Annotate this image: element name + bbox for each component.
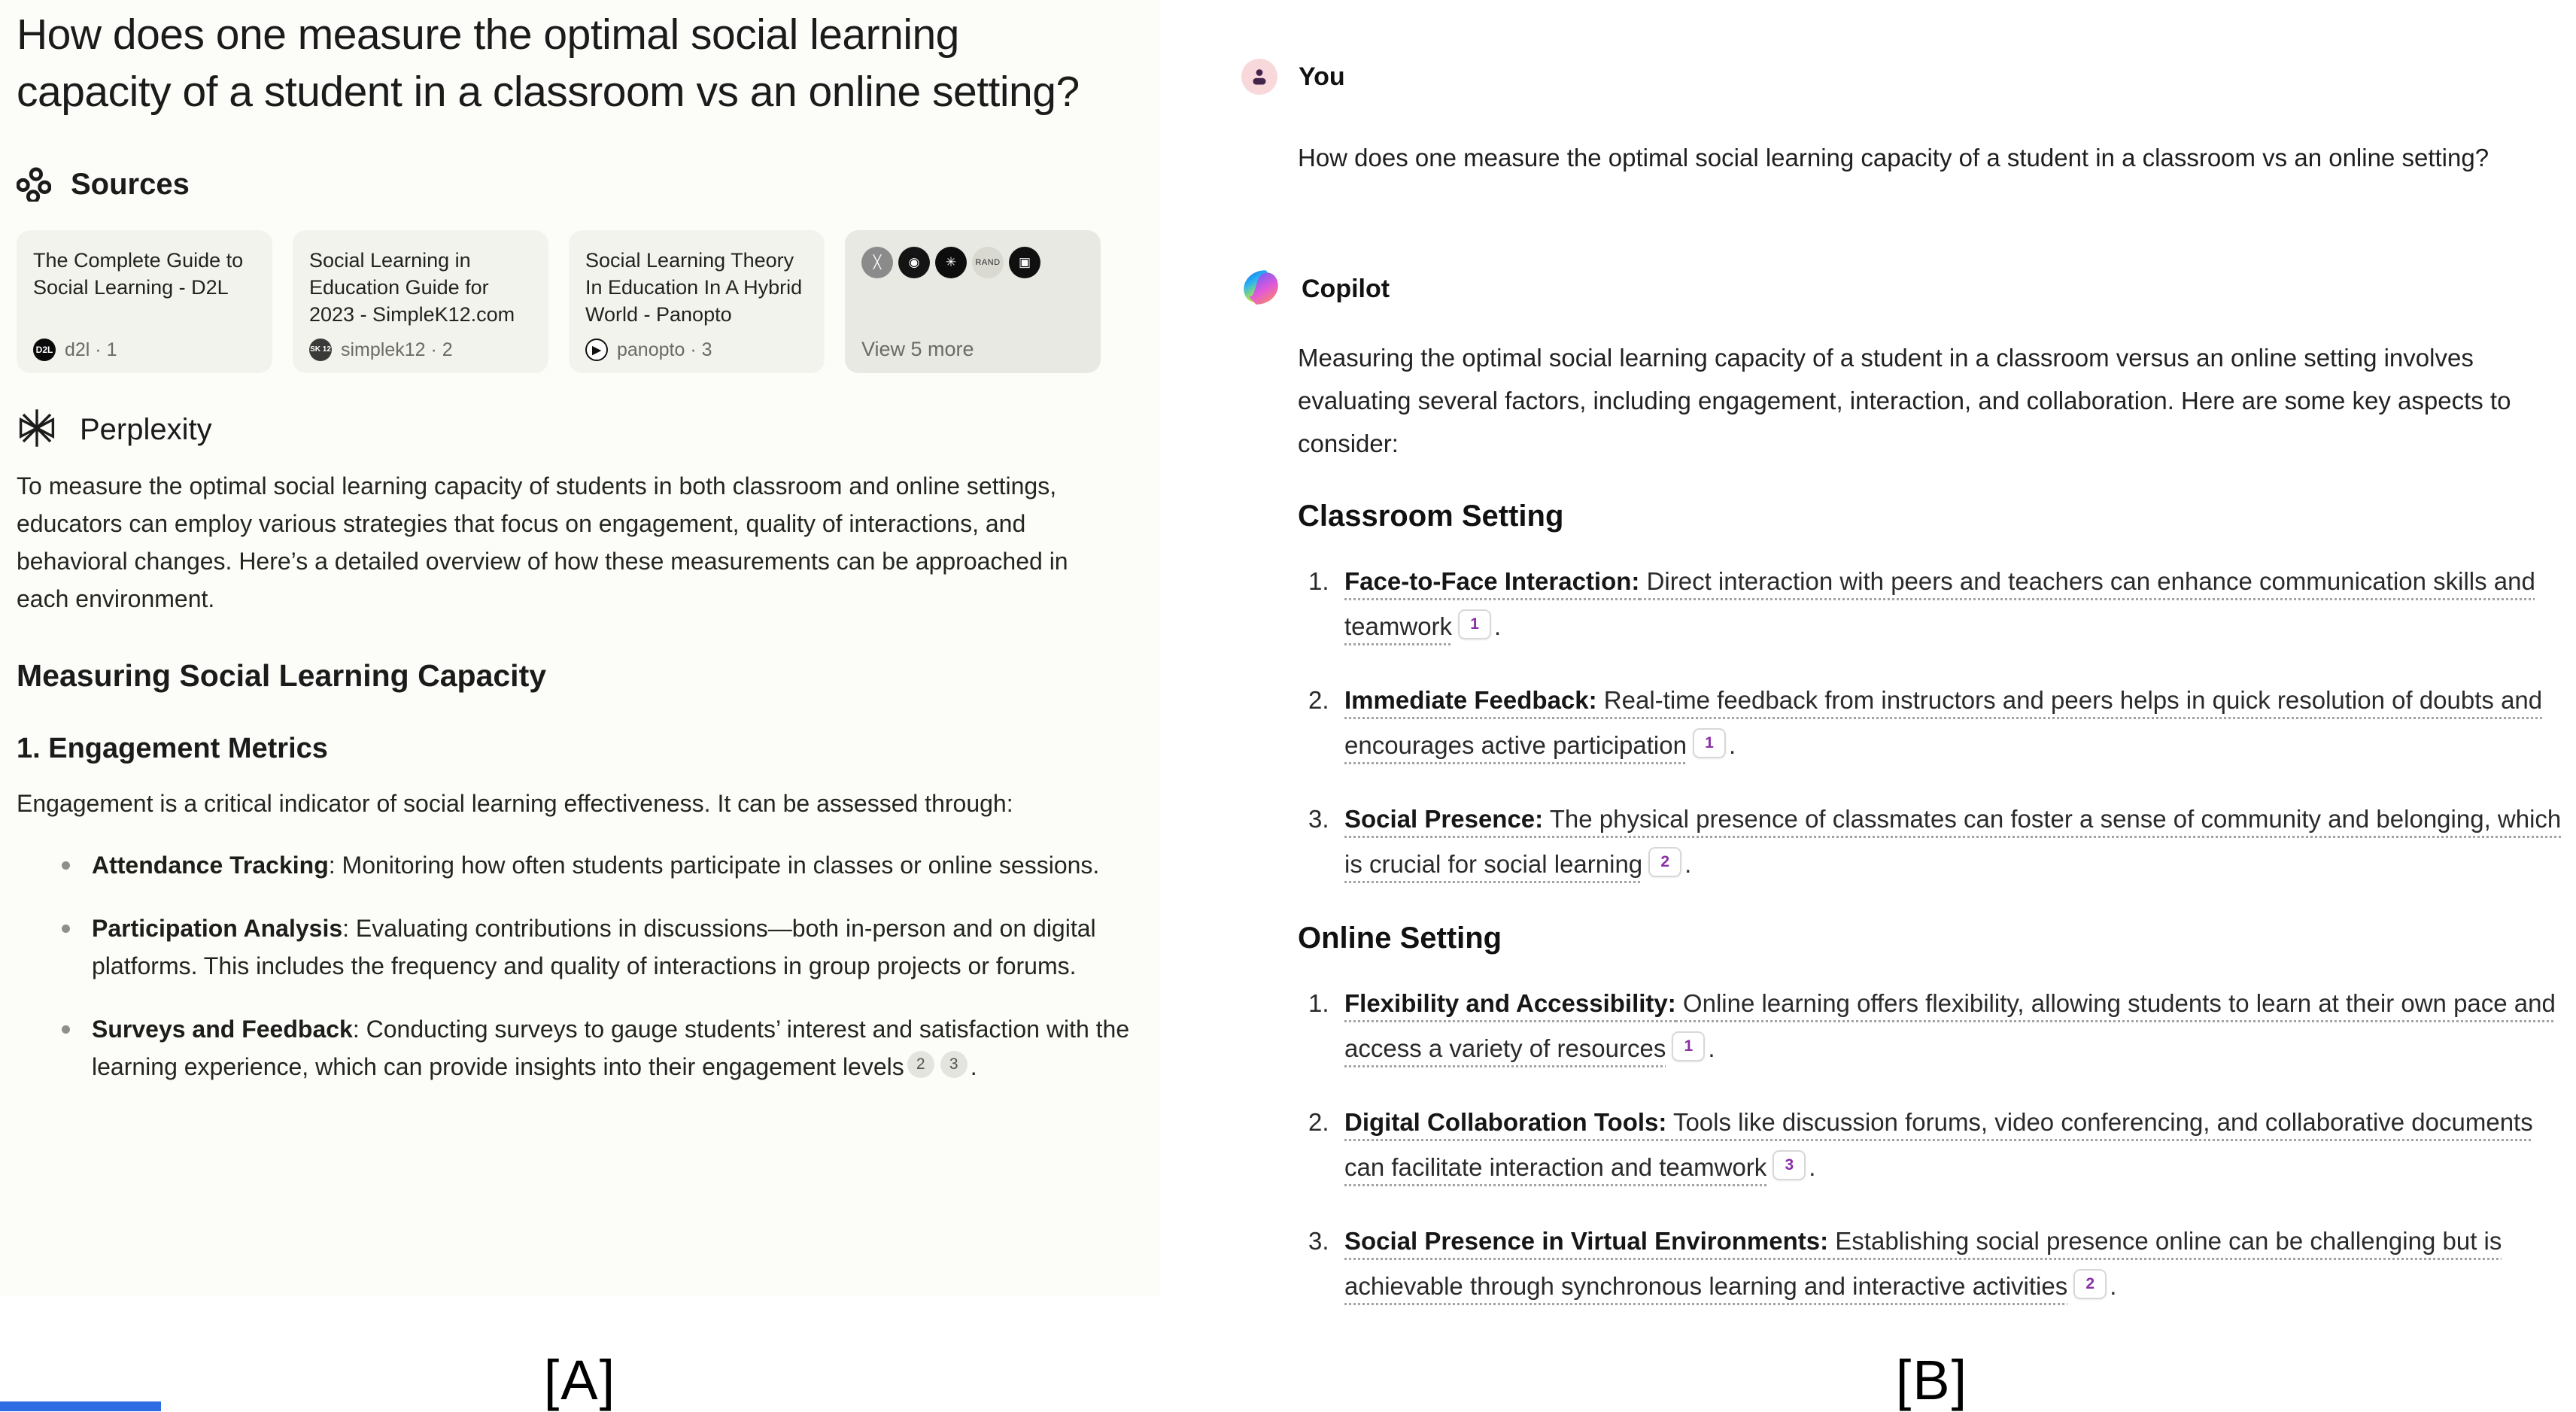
list-item	[17, 909, 1138, 985]
user-avatar	[1241, 59, 1277, 95]
citation-badge[interactable]: 1	[1693, 728, 1726, 758]
item-suffix: .	[2110, 1272, 2117, 1300]
ordered-list	[1298, 559, 2568, 887]
view-more-sources-card[interactable]	[845, 230, 1101, 373]
item-text: The physical presence of classmates can foster a sense of community and belonging, which is crucial for social learning	[1344, 805, 2562, 878]
item-number: 2.	[1308, 686, 1329, 714]
item-number: 1.	[1308, 567, 1329, 595]
d2l-favicon-icon: D2L	[33, 339, 56, 361]
source-card-meta	[585, 339, 712, 361]
source-card[interactable]	[293, 230, 548, 373]
bullet-text: : Evaluating contributions in discussions—both in-person and on digital platforms. This includes the frequency and quality of interactions in group projects or forums.	[92, 915, 1096, 979]
source-card[interactable]	[17, 230, 272, 373]
list-item	[1298, 797, 2568, 887]
item-number: 3.	[1308, 1227, 1329, 1255]
citation-badge[interactable]: 1	[1672, 1031, 1705, 1061]
source-favicon-icon: ▣	[1009, 247, 1040, 278]
view-more-label: View 5 more	[861, 338, 974, 360]
item-lead: Face-to-Face Interaction:	[1344, 567, 1640, 595]
subsection-intro: Engagement is a critical indicator of social learning effectiveness. It can be assessed through:	[17, 790, 1013, 817]
assistant-name: Copilot	[1302, 275, 1390, 303]
list-item	[1298, 1100, 2568, 1190]
copilot-panel	[1235, 0, 2576, 1338]
ordered-list	[1298, 981, 2568, 1309]
figure-label-a: [A]	[543, 1349, 617, 1411]
item-text: Direct interaction with peers and teachers can enhance communication skills and teamwork	[1344, 567, 2535, 640]
item-suffix: .	[1684, 850, 1692, 878]
citation-badge[interactable]: 3	[1773, 1150, 1806, 1180]
citation-badge[interactable]: 2	[2073, 1269, 2107, 1299]
person-icon	[1248, 65, 1271, 88]
subsection-heading: 1. Engagement Metrics	[17, 733, 328, 764]
list-item	[1298, 981, 2568, 1071]
source-favicon-icon: ✳	[935, 247, 967, 278]
bottom-left-blue-bar	[0, 1401, 161, 1411]
bullet-lead: Participation Analysis	[92, 915, 343, 942]
figure-label-b: [B]	[1895, 1349, 1969, 1411]
list-item	[1298, 678, 2568, 768]
item-text: Online learning offers flexibility, allowing students to learn at their own pace and access a variety of resources	[1344, 989, 2556, 1062]
copilot-logo-icon	[1241, 268, 1280, 311]
source-card-domain: d2l · 1	[65, 339, 117, 360]
section-heading-online: Online Setting	[1298, 922, 1502, 955]
source-card-title: The Complete Guide to Social Learning - D2L	[33, 249, 244, 299]
source-cards	[17, 230, 1138, 373]
item-text: Establishing social presence online can be challenging but is achievable through synchronous learning and interactive activities	[1344, 1227, 2502, 1300]
bullet-text: : Monitoring how often students participate in classes or online sessions.	[328, 852, 1100, 879]
user-header-row	[1241, 59, 2568, 95]
sources-header-row	[17, 167, 1138, 202]
copilot-header-row	[1241, 268, 2568, 311]
list-item	[1298, 559, 2568, 649]
list-item	[1298, 1219, 2568, 1309]
perplexity-header-row	[17, 408, 1138, 452]
citation-pill[interactable]: 3	[940, 1051, 968, 1078]
source-card-title: Social Learning Theory In Education In A Hybrid World - Panopto	[585, 249, 803, 326]
answer-intro-paragraph: To measure the optimal social learning capacity of students in both classroom and online settings, educators can employ various strategies that focus on engagement, quality of interactions, and behavioral changes. Here’s a detailed overview of how these measurements can be approached in each environment.	[17, 472, 1068, 612]
citation-pill[interactable]: 2	[907, 1051, 934, 1078]
item-suffix: .	[1494, 612, 1502, 640]
sources-label: Sources	[71, 167, 190, 201]
source-card-domain: panopto · 3	[617, 339, 712, 360]
item-lead: Digital Collaboration Tools:	[1344, 1108, 1667, 1136]
source-card[interactable]	[569, 230, 825, 373]
list-item	[17, 1010, 1138, 1086]
user-question: How does one measure the optimal social learning capacity of a student in a classroom vs an online setting?	[1298, 144, 2489, 172]
bullet-lead: Surveys and Feedback	[92, 1016, 353, 1043]
citation-badge[interactable]: 2	[1648, 847, 1681, 877]
perplexity-logo-icon	[17, 408, 57, 452]
source-card-domain: simplek12 · 2	[341, 339, 453, 360]
user-name: You	[1299, 62, 1345, 91]
source-card-title: Social Learning in Education Guide for 2023 - SimpleK12.com	[309, 249, 515, 326]
perplexity-panel	[0, 0, 1160, 1295]
item-lead: Flexibility and Accessibility:	[1344, 989, 1676, 1017]
sources-icon	[17, 167, 51, 202]
item-text: Real-time feedback from instructors and peers helps in quick resolution of doubts and encourages active participation	[1344, 686, 2543, 759]
item-suffix: .	[1728, 731, 1736, 759]
section-heading-classroom: Classroom Setting	[1298, 500, 1564, 533]
item-lead: Social Presence:	[1344, 805, 1544, 833]
item-number: 1.	[1308, 989, 1329, 1017]
bullet-text: : Conducting surveys to gauge students’ interest and satisfaction with the learning experience, which can provide insights into their engagement levels	[92, 1016, 1130, 1080]
source-favicon-icon: ╳	[861, 247, 893, 278]
assistant-name: Perplexity	[80, 413, 212, 446]
item-text: Tools like discussion forums, video conferencing, and collaborative documents can facilitate interaction and teamwork	[1344, 1108, 2533, 1181]
simplek12-favicon-icon: SK 12	[309, 339, 332, 361]
item-lead: Immediate Feedback:	[1344, 686, 1597, 714]
bullet-suffix: .	[970, 1053, 977, 1080]
bullet-lead: Attendance Tracking	[92, 852, 329, 879]
item-lead: Social Presence in Virtual Environments:	[1344, 1227, 1829, 1255]
item-number: 2.	[1308, 1108, 1329, 1136]
query-title: How does one measure the optimal social learning capacity of a student in a classroom vs an online setting?	[17, 11, 1080, 116]
item-number: 3.	[1308, 805, 1329, 833]
answer-intro-paragraph: Measuring the optimal social learning capacity of a student in a classroom versus an online setting involves evaluating several factors, including engagement, interaction, and collaboration. Here are some key aspects to consider:	[1298, 344, 2511, 457]
panopto-favicon-icon: ▶	[585, 339, 608, 361]
source-card-meta	[309, 339, 453, 361]
citation-badge[interactable]: 1	[1458, 609, 1491, 639]
more-favicons-row	[861, 247, 1084, 278]
item-suffix: .	[1809, 1153, 1816, 1181]
bullet-list	[17, 846, 1138, 1086]
source-favicon-icon: ◉	[898, 247, 930, 278]
section-heading: Measuring Social Learning Capacity	[17, 658, 547, 693]
rand-favicon-icon: RAND	[972, 247, 1004, 278]
item-suffix: .	[1708, 1034, 1715, 1062]
list-item	[17, 846, 1138, 884]
source-card-meta	[33, 339, 117, 361]
